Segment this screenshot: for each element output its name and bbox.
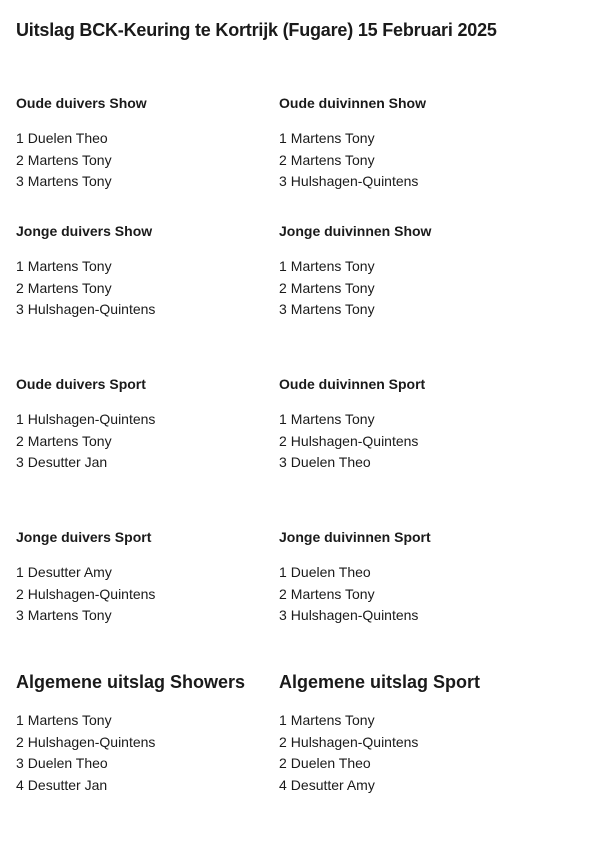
result-name: Martens Tony bbox=[290, 585, 375, 602]
section-title: Jonge duivers Sport bbox=[16, 529, 152, 545]
section-title: Jonge duivinnen Show bbox=[279, 223, 432, 239]
result-row bbox=[279, 256, 539, 278]
result-row bbox=[279, 710, 539, 732]
result-row bbox=[16, 710, 276, 732]
result-rank: 3 bbox=[16, 454, 24, 470]
result-row bbox=[279, 128, 539, 150]
result-name: Duelen Theo bbox=[290, 564, 371, 580]
result-rank: 2 bbox=[279, 279, 287, 296]
result-name: Martens Tony bbox=[27, 151, 112, 168]
result-rank: 2 bbox=[279, 755, 287, 771]
result-name: Hulshagen-Quintens bbox=[290, 607, 419, 623]
section-title: Algemene uitslag Showers bbox=[16, 672, 246, 692]
result-name: Martens Tony bbox=[27, 173, 112, 189]
result-name: Martens Tony bbox=[290, 279, 375, 296]
result-rank: 2 bbox=[16, 733, 24, 750]
result-name: Desutter Amy bbox=[290, 776, 375, 793]
result-row bbox=[279, 431, 539, 453]
section-jonge-duivers-show bbox=[16, 222, 276, 321]
section-title: Oude duivinnen Show bbox=[279, 95, 426, 111]
result-name: Martens Tony bbox=[290, 301, 375, 317]
section-oude-duivers-sport bbox=[16, 375, 276, 474]
result-name: Martens Tony bbox=[290, 258, 375, 274]
section-title: Oude duivers Show bbox=[16, 95, 147, 111]
result-row bbox=[16, 562, 276, 584]
result-row bbox=[279, 150, 539, 172]
result-row bbox=[16, 171, 276, 193]
result-row bbox=[279, 278, 539, 300]
result-name: Hulshagen-Quintens bbox=[290, 173, 419, 189]
result-row bbox=[279, 605, 539, 627]
result-row bbox=[279, 452, 539, 474]
result-row bbox=[16, 150, 276, 172]
result-name: Duelen Theo bbox=[27, 755, 108, 771]
result-row bbox=[16, 753, 276, 775]
section-title: Oude duivinnen Sport bbox=[279, 376, 426, 392]
result-rank: 2 bbox=[279, 432, 287, 449]
section-oude-duivers-show bbox=[16, 94, 276, 193]
section-jonge-duivers-sport bbox=[16, 528, 276, 627]
result-name: Martens Tony bbox=[27, 258, 112, 274]
result-name: Martens Tony bbox=[290, 130, 375, 146]
result-name: Hulshagen-Quintens bbox=[27, 301, 156, 317]
result-rank: 3 bbox=[279, 301, 287, 317]
result-name: Martens Tony bbox=[27, 607, 112, 623]
section-algemene-uitslag-showers bbox=[16, 671, 276, 796]
result-rank: 4 bbox=[16, 776, 24, 793]
section-oude-duivinnen-show bbox=[279, 94, 539, 193]
section-title: Algemene uitslag Sport bbox=[279, 672, 481, 692]
result-name: Duelen Theo bbox=[27, 130, 108, 146]
result-row bbox=[279, 299, 539, 321]
result-rank: 1 bbox=[16, 130, 24, 146]
section-jonge-duivinnen-show bbox=[279, 222, 539, 321]
result-row bbox=[16, 584, 276, 606]
section-title: Jonge duivers Show bbox=[16, 223, 153, 239]
result-rank: 3 bbox=[16, 173, 24, 189]
section-algemene-uitslag-sport bbox=[279, 671, 539, 796]
result-name: Desutter Jan bbox=[27, 776, 108, 793]
result-rank: 3 bbox=[16, 755, 24, 771]
result-rank: 1 bbox=[279, 564, 287, 580]
result-rank: 4 bbox=[279, 776, 287, 793]
result-row bbox=[279, 409, 539, 431]
result-name: Hulshagen-Quintens bbox=[27, 411, 156, 427]
result-row bbox=[16, 732, 276, 754]
result-rank: 1 bbox=[16, 258, 24, 274]
result-row bbox=[16, 775, 276, 797]
result-row bbox=[279, 171, 539, 193]
result-rank: 3 bbox=[16, 607, 24, 623]
section-title: Jonge duivinnen Sport bbox=[279, 529, 431, 545]
section-jonge-duivinnen-sport bbox=[279, 528, 539, 627]
result-row bbox=[16, 431, 276, 453]
section-title: Oude duivers Sport bbox=[16, 376, 146, 392]
result-row bbox=[16, 299, 276, 321]
result-name: Martens Tony bbox=[290, 151, 375, 168]
result-rank: 2 bbox=[279, 585, 287, 602]
result-row bbox=[16, 278, 276, 300]
result-row bbox=[279, 775, 539, 797]
result-rank: 1 bbox=[16, 411, 24, 427]
result-name: Martens Tony bbox=[290, 411, 375, 427]
page-title: Uitslag BCK-Keuring te Kortrijk (Fugare) 15 Februari 2025 bbox=[16, 20, 497, 40]
result-name: Desutter Jan bbox=[27, 454, 108, 470]
result-row bbox=[279, 732, 539, 754]
result-row bbox=[279, 562, 539, 584]
result-name: Hulshagen-Quintens bbox=[27, 733, 156, 750]
result-rank: 3 bbox=[16, 301, 24, 317]
result-rank: 1 bbox=[16, 712, 24, 728]
result-rank: 2 bbox=[16, 279, 24, 296]
result-rank: 1 bbox=[279, 411, 287, 427]
result-name: Hulshagen-Quintens bbox=[290, 733, 419, 750]
result-rank: 3 bbox=[279, 454, 287, 470]
result-row bbox=[16, 409, 276, 431]
result-rank: 3 bbox=[279, 607, 287, 623]
result-rank: 2 bbox=[279, 733, 287, 750]
result-name: Martens Tony bbox=[27, 279, 112, 296]
result-name: Hulshagen-Quintens bbox=[27, 585, 156, 602]
result-rank: 1 bbox=[279, 712, 287, 728]
result-name: Desutter Amy bbox=[27, 564, 112, 580]
result-row bbox=[16, 452, 276, 474]
result-rank: 2 bbox=[16, 432, 24, 449]
result-name: Martens Tony bbox=[27, 712, 112, 728]
result-row bbox=[279, 584, 539, 606]
result-rank: 2 bbox=[279, 151, 287, 168]
result-rank: 1 bbox=[16, 564, 24, 580]
result-name: Hulshagen-Quintens bbox=[290, 432, 419, 449]
result-name: Duelen Theo bbox=[290, 755, 371, 771]
result-name: Martens Tony bbox=[290, 712, 375, 728]
result-rank: 2 bbox=[16, 151, 24, 168]
result-rank: 3 bbox=[279, 173, 287, 189]
result-row bbox=[279, 753, 539, 775]
result-row bbox=[16, 256, 276, 278]
result-rank: 1 bbox=[279, 130, 287, 146]
result-rank: 1 bbox=[279, 258, 287, 274]
section-oude-duivinnen-sport bbox=[279, 375, 539, 474]
result-name: Martens Tony bbox=[27, 432, 112, 449]
result-row bbox=[16, 605, 276, 627]
result-rank: 2 bbox=[16, 585, 24, 602]
result-row bbox=[16, 128, 276, 150]
result-name: Duelen Theo bbox=[290, 454, 371, 470]
